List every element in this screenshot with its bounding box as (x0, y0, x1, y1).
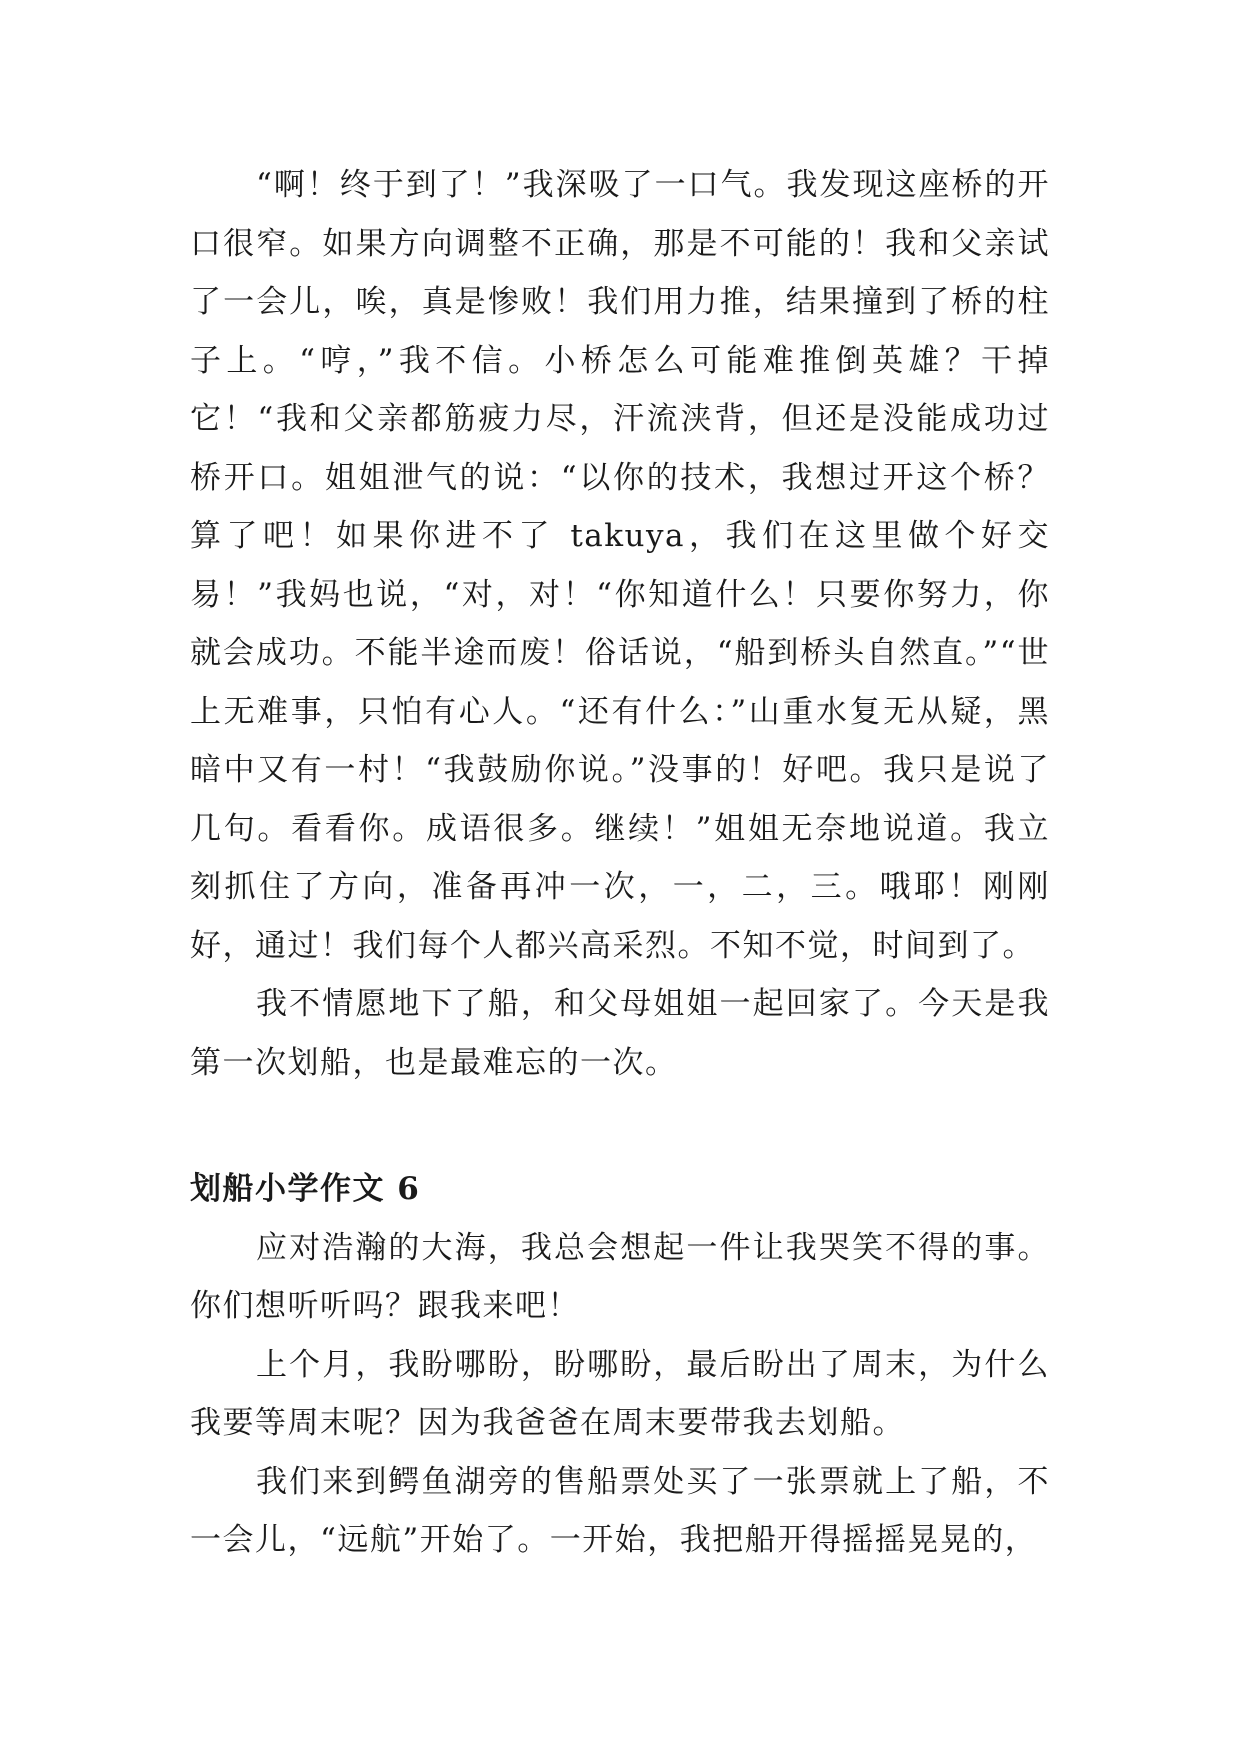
paragraph: 应对浩瀚的大海，我总会想起一件让我哭笑不得的事。你们想听听吗？跟我来吧！ (190, 1229, 1050, 1324)
document-body (190, 156, 1050, 1570)
paragraph: “啊！终于到了！”我深吸了一口气。我发现这座桥的开口很窄。如果方向调整不正确，那是不可能的！我和父亲试了一会儿，唉，真是惨败！我们用力推，结果撞到了桥的柱子上。“哼，”我不信。小桥怎么可能难推倒英雄？干掉它！“我和父亲都筋疲力尽，汗流浃背，但还是没能成功过桥开口。姐姐泄气的说：“以你的技术，我想过开这个桥？算了吧！如果你进不了 takuya，我们在这里做个好交易！”我妈也说，“对，对！“你知道什么！只要你努力，你就会成功。不能半途而废！俗话说，“船到桥头自然直。”“世上无难事，只怕有心人。“还有什么：”山重水复无从疑，黑暗中又有一村！“我鼓励你说。”没事的！好吧。我只是说了几句。看看你。成语很多。继续！”姐姐无奈地说道。我立刻抓住了方向，准备再冲一次，一，二，三。哦耶！刚刚好，通过！我们每个人都兴高采烈。不知不觉，时间到了。 (190, 167, 1050, 964)
paragraph: 我不情愿地下了船，和父母姐姐一起回家了。今天是我第一次划船，也是最难忘的一次。 (190, 986, 1050, 1081)
paragraph: 我们来到鳄鱼湖旁的售船票处买了一张票就上了船，不一会儿，“远航”开始了。一开始，我把船开得摇摇晃晃的， (190, 1463, 1050, 1558)
paragraph: 上个月，我盼哪盼，盼哪盼，最后盼出了周末，为什么我要等周末呢？因为我爸爸在周末要带我去划船。 (190, 1346, 1050, 1441)
section-heading: 划船小学作文 6 (190, 1171, 421, 1207)
